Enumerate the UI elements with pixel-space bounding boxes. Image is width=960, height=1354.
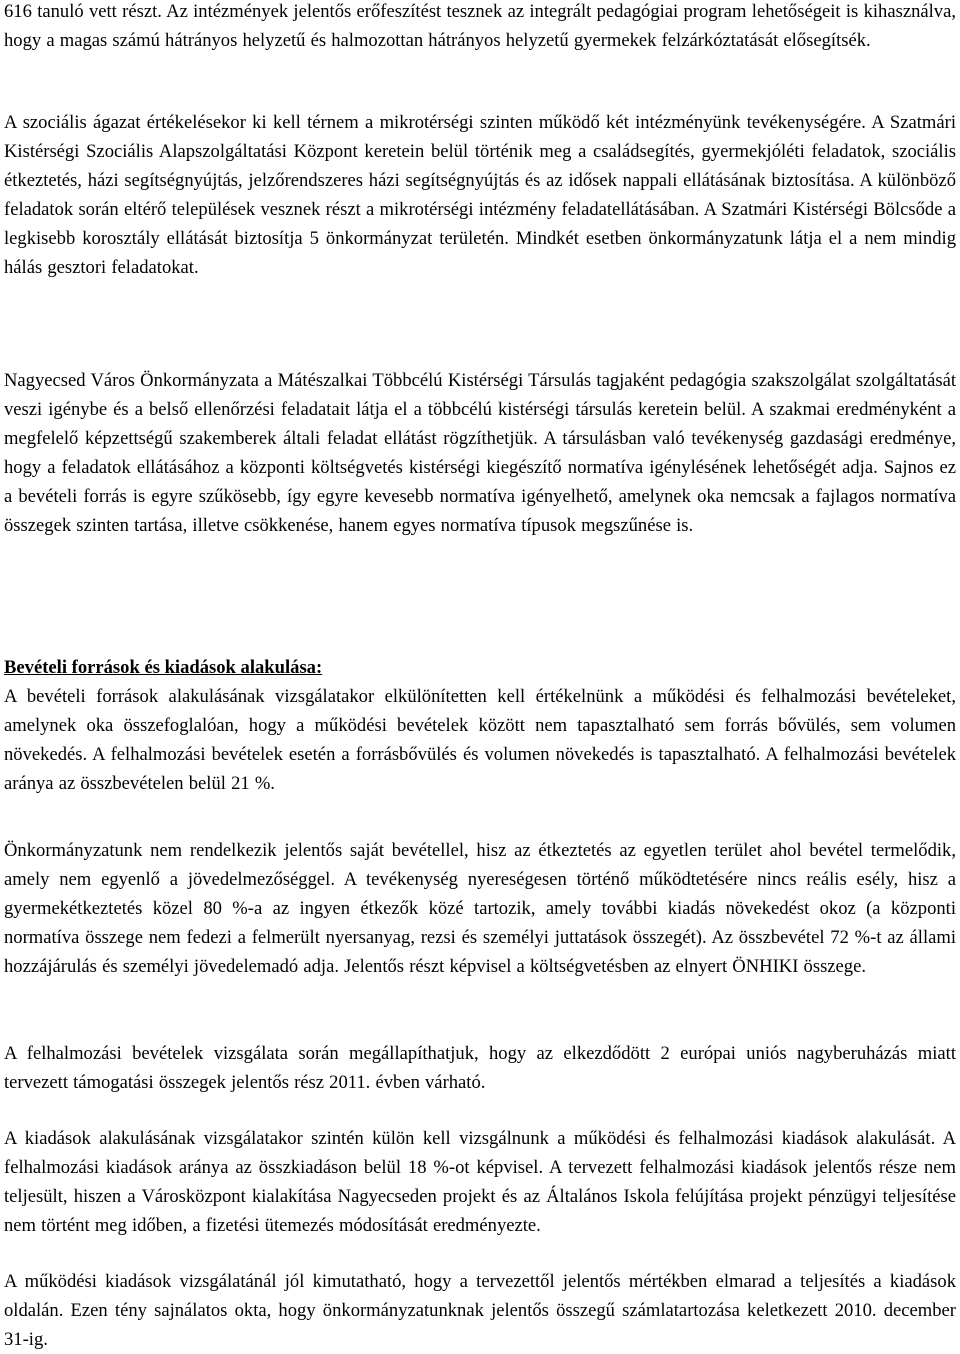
paragraph-operating-expenditures: A működési kiadások vizsgálatánál jól kimutatható, hogy a tervezettől jelentős mértékben elmarad a teljesítés a kiadások oldalán. Ezen tény sajnálatos okta, hogy önkormányzatunknak jelentős összegű számlatartozása keletkezett 2010. december 31-ig.	[4, 1271, 956, 1350]
paragraph-multipurpose-association: Nagyecsed Város Önkormányzata a Mátészalkai Többcélú Kistérségi Társulás tagjaként pedagógia szakszolgálat szolgáltatását veszi igénybe és a belső ellenőrzési feladatait látja el a többcélú kistérségi társulás keretein belül. A szakmai eredményként a megfelelő képzettségű szakemberek általi feladat ellátást rögzíthetjük. A társulásban való tevékenység gazdasági eredménye, hogy a feladatok ellátásához a központi költségvetés kistérségi kiegészítő normatíva igénylésének lehetőségét adja. Sajnos ez a bevételi forrás is egyre szűkösebb, így egyre kevesebb normatíva igényelhető, amelynek oka nemcsak a fajlagos normatíva összegek szinten tartása, illetve csökkenése, hanem egyes normatíva típusok megszűnése is.	[4, 370, 956, 536]
paragraph-revenue-sources: A bevételi források alakulásának vizsgálatakor elkülönítetten kell értékelnünk a működési és felhalmozási bevételeket, amelynek oka összefoglalóan, hogy a működési bevételek között nem tapasztalható sem forrás bővülés, sem volumen növekedés. A felhalmozási bevételek esetén a forrásbővülés és volumen növekedés is tapasztalható. A felhalmozási bevételek aránya az összbevételen belül 21 %.	[4, 686, 956, 794]
paragraph-expenditures: A kiadások alakulásának vizsgálatakor szintén külön kell vizsgálnunk a működési és felhalmozási kiadások alakulását. A felhalmozási kiadások aránya az összkiadáson belül 18 %-ot képvisel. A tervezett felhalmozási kiadások jelentős része nem teljesült, hiszen a Városközpont kialakítása Nagyecseden projekt és az Általános Iskola felújítása projekt pénzügyi teljesítése nem történt meg időben, a fizetési ütemezés módosítását eredményezte.	[4, 1128, 956, 1236]
paragraph-social-sector: A szociális ágazat értékelésekor ki kell térnem a mikrotérségi szinten működő két intézményünk tevékenységére. A Szatmári Kistérségi Szociális Alapszolgáltatási Központ keretein belül történik meg a családsegítés, gyermekjóléti feladatok, szociális étkeztetés, házi segítségnyújtás, jelzőrendszeres házi segítségnyújtás és az idősek nappali ellátásának biztosítása. A különböző feladatok során eltérő települések vesznek részt a mikrotérségi intézmény feladatellátásában. A Szatmári Kistérségi Bölcsőde a legkisebb korosztály ellátását biztosítja 5 önkormányzat területén. Mindkét esetben önkormányzatunk látja el a nem mindig hálás gesztori feladatokat.	[4, 112, 956, 278]
paragraph-own-revenue: Önkormányzatunk nem rendelkezik jelentős saját bevétellel, hisz az étkeztetés az egyetlen terület ahol bevétel termelődik, amely nem egyenlő a jövedelmezőséggel. A tevékenység nyereségesen történő működtetésére nincs reális esély, hisz a gyermekétkeztetés közel 80 %-a az ingyen étkezők közé tartozik, amely további kiadás növekedést okoz (a központi normatíva összege nem fedezi a felmerült nyersanyag, rezsi és személyi juttatások összegét). Az összbevétel 72 %-t az állami hozzájárulás és személyi jövedelemadó adja. Jelentős részt képvisel a költségvetésben az elnyert ÖNHIKI összege.	[4, 840, 956, 977]
paragraph-pupils: 616 tanuló vett részt. Az intézmények jelentős erőfeszítést tesznek az integrált pedagógiai program lehetőségeit is kihasználva, hogy a magas számú hátrányos helyzetű és halmozottan hátrányos helyzetű gyermekek felzárkóztatását elősegítsék.	[4, 1, 956, 51]
section-heading-revenue-expenditure: Bevételi források és kiadások alakulása:	[4, 657, 323, 678]
paragraph-accumulation-revenue: A felhalmozási bevételek vizsgálata során megállapíthatjuk, hogy az elkezdődött 2 európai uniós nagyberuházás miatt tervezett támogatási összegek jelentős rész 2011. évben várható.	[4, 1043, 956, 1093]
